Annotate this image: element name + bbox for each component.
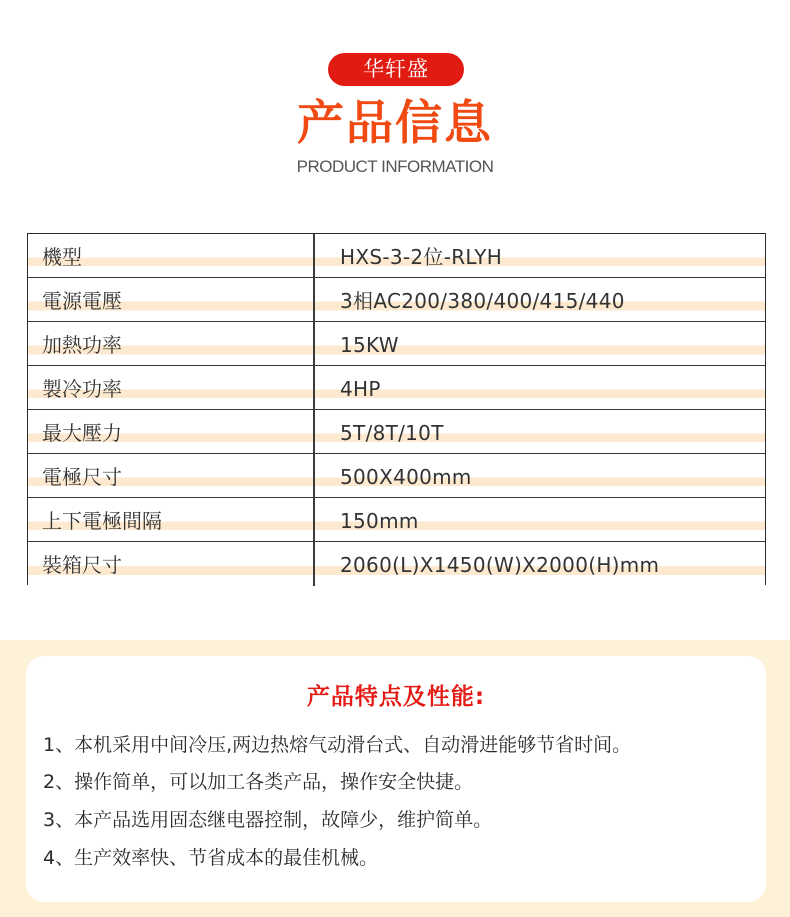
spec-label: 裝箱尺寸	[42, 553, 122, 577]
column-divider	[313, 410, 315, 453]
column-divider	[313, 366, 315, 409]
column-divider	[313, 498, 315, 541]
list-item: 3、本产品选用固态继电器控制，故障少，维护简单。	[43, 809, 493, 831]
spec-label: 電極尺寸	[42, 465, 122, 489]
page-title: 产品信息	[297, 96, 493, 151]
table-row	[28, 322, 765, 366]
spec-label: 最大壓力	[42, 421, 122, 445]
column-divider	[313, 542, 315, 586]
list-item: 2、操作简单，可以加工各类产品，操作安全快捷。	[43, 771, 474, 793]
table-row	[28, 234, 765, 278]
column-divider	[313, 234, 315, 277]
table-row	[28, 366, 765, 410]
list-item: 1、本机采用中间冷压,两边热熔气动滑台式、自动滑进能够节省时间。	[43, 734, 632, 756]
spec-label: 機型	[42, 245, 82, 269]
table-row	[28, 410, 765, 454]
spec-value: 2060(L)X1450(W)X2000(H)mm	[340, 553, 660, 577]
page-subtitle: PRODUCT INFORMATION	[296, 157, 494, 176]
spec-value: HXS-3-2位-RLYH	[340, 245, 503, 269]
spec-value: 5T/8T/10T	[340, 421, 444, 445]
column-divider	[313, 322, 315, 365]
table-row	[28, 278, 765, 322]
spec-label: 上下電極間隔	[42, 509, 162, 533]
brand-badge: 华轩盛	[328, 53, 464, 86]
table-row	[28, 498, 765, 542]
spec-value: 150mm	[340, 509, 419, 533]
spec-value: 4HP	[340, 377, 381, 401]
spec-label: 加熱功率	[42, 333, 122, 357]
spec-value: 15KW	[340, 333, 399, 357]
header	[0, 0, 790, 200]
spec-value: 500X400mm	[340, 465, 472, 489]
table-row	[28, 542, 765, 586]
spec-label: 製冷功率	[42, 377, 122, 401]
spec-value: 3相AC200/380/400/415/440	[340, 289, 625, 313]
spec-table	[27, 233, 766, 585]
column-divider	[313, 454, 315, 497]
features-title: 产品特点及性能:	[306, 684, 486, 710]
column-divider	[313, 278, 315, 321]
spec-label: 電源電壓	[42, 289, 122, 313]
list-item: 4、生产效率快、节省成本的最佳机械。	[43, 847, 379, 869]
table-row	[28, 454, 765, 498]
features-card	[26, 656, 766, 902]
